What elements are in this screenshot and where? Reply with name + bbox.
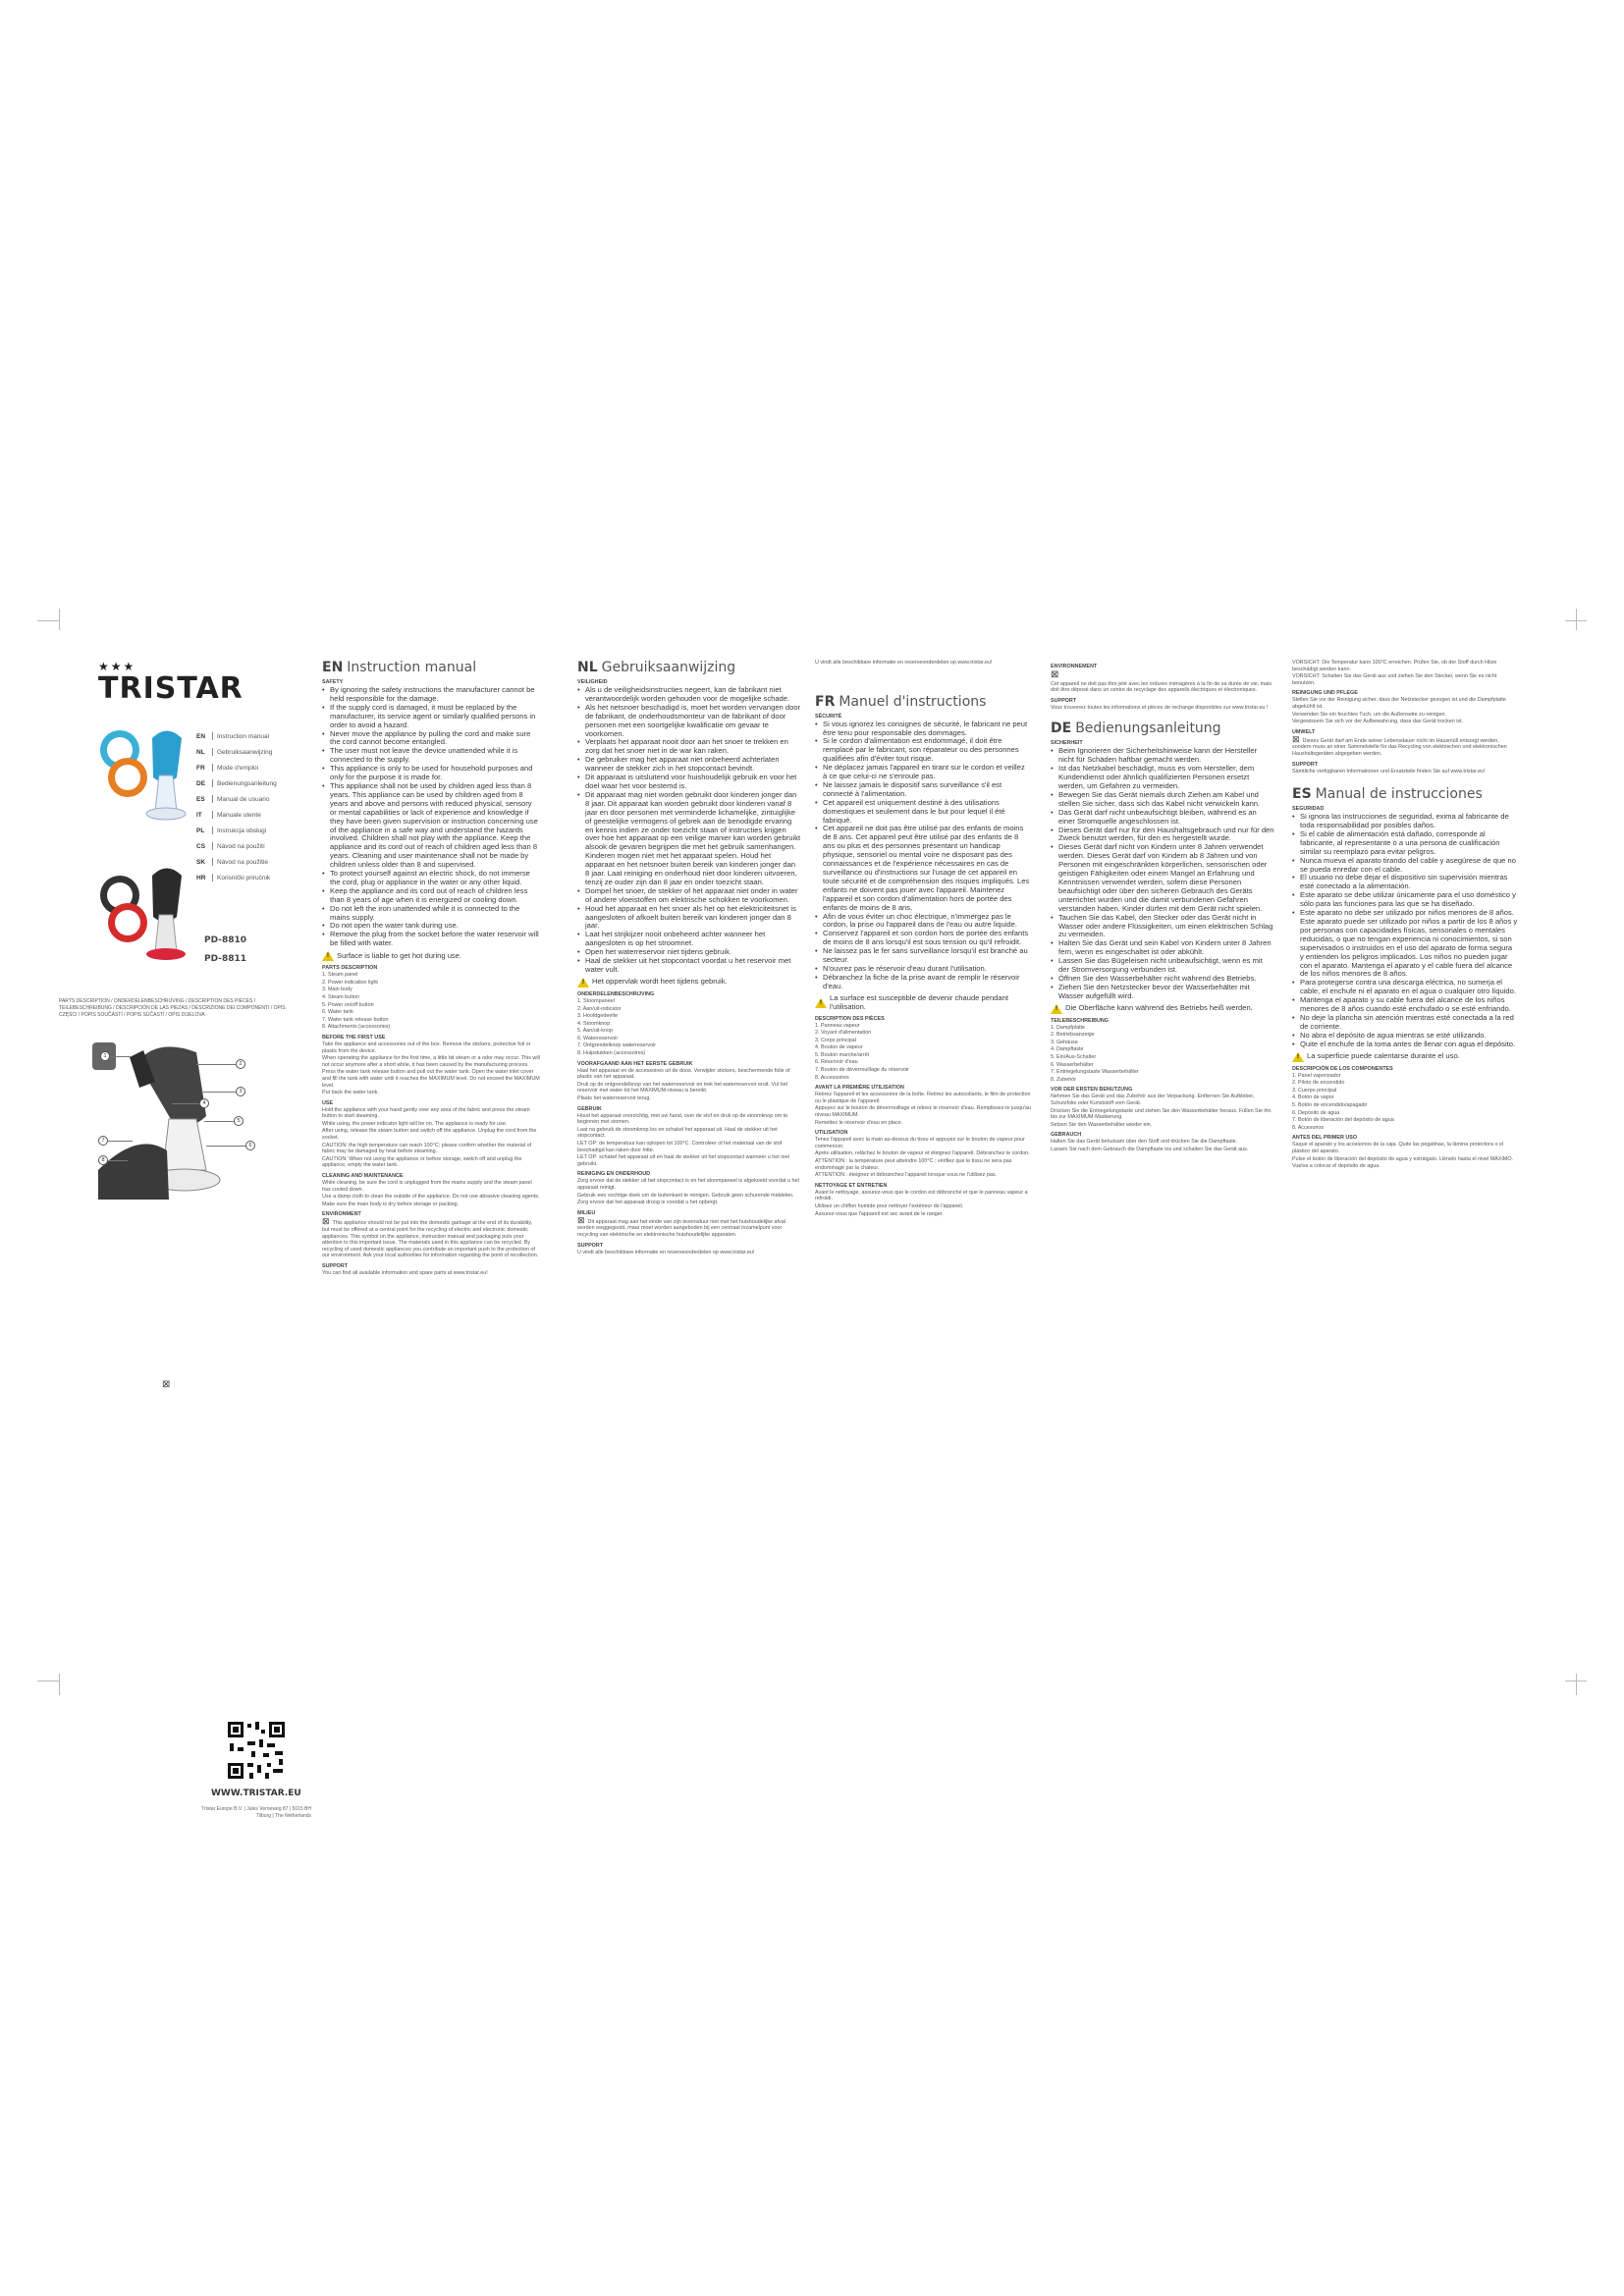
callout-3: 3 (236, 1087, 245, 1096)
language-label: Návod na použitie (217, 858, 269, 866)
language-label: Gebruiksaanwijzing (217, 748, 273, 756)
safety-item: • Este aparato no debe ser utilizado por niños menores de 8 años. Este aparato puede ser utilizado por niños a partir de los 8 años y por personas con capacidades físicas, sensoriales o mentales reducidas, o que no tengan experiencia ni conocimientos, si son supervisados o instruidos en el uso del aparato de forma segura y entienden los peligros implicados. Los niños no pueden jugar con el aparato. Mantenga el aparato y el cable fuera del alcance de los niños menores de 8 años. (1292, 909, 1518, 979)
safety-item: • Do not open the water tank during use. (322, 922, 540, 931)
safety-item: • Öffnen Sie den Wasserbehälter nicht während des Betriebs. (1051, 975, 1274, 984)
weee-bin-icon: ⊠ (1051, 669, 1059, 680)
safety-item: • Laat het strijkijzer nooit onbeheerd achter wanneer het aangesloten is op het stroomnet. (577, 931, 801, 948)
de-continuation: VORSICHT: Die Temperatur kann 100°C erreichen. Prüfen Sie, ob der Stoff durch Hitze beschädigt werden kann. VORSICHT: Schalten Sie das Gerät aus und ziehen Sie den Stecker, wenn Sie es nicht benutzen. REINIGUNG UND PFLEGE Stellen Sie vor der Reinigung sicher, dass der Netzstecker gezogen ist und die Dampfplatte abgekühlt ist. Verwenden Sie ein feuchtes Tuch, um die Außenseite zu reinigen. Vergewissern Sie sich vor der Aufbewahrung, dass das Gerät trocken ist. UMWELT ⊠ Dieses Gerät darf am Ende seiner Lebensdauer nicht im Hausmüll entsorgt werden, sondern muss an einer Sammelstelle für das Recycling von elektrischen und elektronischen Haushaltsgeräten abgegeben werden. SUPPORT Sämtliche verfügbaren Informationen und Ersatzteile finden Sie auf www.tristar.eu! (1292, 660, 1507, 774)
section-title-nl: NL Gebruiksaanwijzing (577, 660, 736, 675)
safety-heading: SAFETY (322, 679, 344, 685)
safety-item: • Haal de stekker uit het stopcontact voordat u het reservoir met water vult. (577, 957, 801, 975)
language-item (196, 775, 304, 791)
fr-continuation: ENVIRONNEMENT ⊠ Cet appareil ne doit pas être jeté avec les ordures ménagères à la fin de sa durée de vie, mais doit être déposé dans un centre de recyclage des appareils électriques et électroniques. SUPPORT Vous trouverez toutes les informations et pièces de rechange disponibles sur www.tristar.eu ! (1051, 664, 1274, 711)
safety-item: • Si el cable de alimentación está dañado, corresponde al fabricante, al representante o a una persona de cualificación similar su reemplazo para evitar peligros. (1292, 830, 1518, 857)
safety-item: • Bewegen Sie das Gerät niemals durch Ziehen am Kabel und stellen Sie sicher, dass sich das Kabel nicht verwickeln kann. (1051, 791, 1274, 809)
safety-heading: SEGURIDAD (1292, 806, 1325, 813)
weee-bin-icon: ⊠ (577, 1214, 585, 1225)
product-image-blue (98, 719, 196, 827)
safety-item: • Dit apparaat mag niet worden gebruikt door kinderen jonger dan 8 jaar. Dit apparaat kan worden gebruikt door kinderen vanaf 8 jaar en door personen met verminderde lichamelijke, zintuiglijke of geestelijke vermogens of gebrek aan de benodigde ervaring en kennis indien ze onder toezicht staan of instructies krijgen over hoe het apparaat op een veilige manier kan worden gebruikt alsook de gevaren begrijpen die met het gebruik samenhangen. Kinderen mogen niet met het apparaat spelen. Houd het apparaat en het netsnoer buiten bereik van kinderen jonger dan 8 jaar. Laat reiniging en onderhoud niet door kinderen uitvoeren, tenzij ze ouder zijn dan 8 jaar en onder toezicht staan. (577, 791, 801, 887)
column-en (322, 660, 540, 1641)
company-address: Tristar Europe B.V. | Jules Verneweg 87 | 5015 BH Tilburg | The Netherlands (201, 1806, 311, 1819)
language-code: ES (196, 795, 205, 803)
safety-item: • Conservez l'appareil et son cordon hors de portée des enfants de moins de 8 ans lorsqu'il est sous tension ou qu'il refroidit. (815, 930, 1031, 947)
parts-list: DESCRIPCIÓN DE LOS COMPONENTES 1. Panel vaporizador 2. Piloto de encendido 3. Cuerpo principal 4. Botón de vapor 5. Botón de encendido/apagado 6. Depósito de agua 7. Botón de liberación del depósito de agua 8. Accesorios ANTES DEL PRIMER USO Saque el aparato y los accesorios de la caja. Quite las pegatinas, la lámina protectora o el plástico del aparato. Pulse el botón de liberación del depósito de agua y extráigalo. Llénelo hasta el nivel MÁXIMO. Vuelva a colocar el depósito de agua. (1292, 1065, 1514, 1170)
callout-5: 5 (234, 1116, 244, 1126)
section-title-es: ES Manual de instrucciones (1292, 786, 1483, 803)
weee-bin-icon: ⊠ (1292, 733, 1300, 744)
brand-logo: TRISTAR (98, 671, 244, 706)
callout-7: 7 (98, 1136, 108, 1146)
safety-item: • Dieses Gerät darf nur für den Haushaltsgebrauch und nur für den Zweck benutzt werden, für den es hergestellt wurde. (1051, 827, 1274, 844)
safety-item: • Beim Ignorieren der Sicherheitshinweise kann der Hersteller nicht für Schäden haftbar gemacht werden. (1051, 747, 1274, 765)
language-item (196, 728, 304, 744)
section-title-fr: FR Manuel d'instructions (815, 693, 987, 710)
qr-code (226, 1720, 287, 1781)
language-label: Korisnički priručnik (217, 874, 271, 881)
hot-surface-warning: ! La surface est susceptible de devenir chaude pendant l'utilisation. (815, 994, 1031, 1012)
callout-8: 8 (98, 1155, 108, 1165)
parts-list: DESCRIPTION DES PIÈCES 1. Panneau vapeur 2. Voyant d'alimentation 3. Corps principal 4. Bouton de vapeur 5. Bouton marche/arrêt 6. Réservoir d'eau 7. Bouton de déverrouillage du réservoir 8. Accessoires AVANT LA PREMIÈRE UTILISATION Retirez l'appareil et les accessoires de la boîte. Retirez les autocollants, le film de protection ou le plastique de l'appareil. Appuyez sur le bouton de déverrouillage et retirez le réservoir d'eau. Remplissez-le jusqu'au niveau MAXIMUM. Remettez le réservoir d'eau en place. UTILISATION Tenez l'appareil avec la main au-dessus du tissu et appuyez sur le bouton de vapeur pour commencer. Après utilisation, relâchez le bouton de vapeur et éteignez l'appareil. Débranchez le cordon. ATTENTION : la température peut atteindre 100°C ; vérifiez que le tissu ne sera pas endommagé par la chaleur. ATTENTION : éteignez et débranchez l'appareil lorsque vous ne l'utilisez pas. NETTOYAGE ET ENTRETIEN Avant le nettoyage, assurez-vous que le cordon est débranché et que le panneau vapeur a refroidi. Utilisez un chiffon humide pour nettoyer l'extérieur de l'appareil. Assurez-vous que l'appareil est sec avant de le ranger. (815, 1015, 1031, 1217)
language-label: Manuale utente (217, 811, 261, 819)
language-code: CS (196, 842, 206, 850)
safety-item: • No abra el depósito de agua mientras se esté utilizando. (1292, 1032, 1518, 1041)
language-code: PL (196, 827, 205, 834)
safety-item: • Do not left the iron unattended while it is connected to the mains supply. (322, 905, 540, 923)
safety-item: • This appliance shall not be used by children aged less than 8 years. This appliance can be used by children aged from 8 years and above and persons with reduced physical, sensory or mental capabilities or lack of experience and knowledge if they have been given supervision or instruction concerning use of the appliance in a safe way and understand the hazards involved. Children shall not play with the appliance. Keep the appliance and its cord out of reach of children aged less than 8 years. Cleaning and user maintenance shall not be made by children unless older than 8 and supervised. (322, 782, 540, 870)
language-item (196, 807, 304, 823)
hot-surface-warning: ! Surface is liable to get hot during use. (322, 951, 540, 961)
language-item (196, 854, 304, 870)
language-label: Návod na použití (217, 842, 265, 850)
safety-item: • Ziehen Sie den Netzstecker bevor der Wasserbehälter mit Wasser aufgefüllt wird. (1051, 984, 1274, 1001)
section-title-de: DE Bedienungsanleitung (1051, 721, 1221, 737)
safety-item: • Dieses Gerät darf nicht von Kindern unter 8 Jahren verwendet werden. Dieses Gerät darf von Kindern ab 8 Jahren und von Personen mit eingeschränkten körperlichen, sensorischen oder geistigen Fähigkeiten oder einem Mangel an Erfahrung und Kenntnissen verwendet werden, sofern diese Personen beaufsichtigt oder über den sicheren Gebrauch des Geräts unterrichtet wurden und die damit verbundenen Gefahren verstanden haben. Kinder dürfen mit dem Gerät nicht spielen. (1051, 843, 1274, 913)
safety-item: • This appliance is only to be used for household purposes and only for the purpose it is made for. (322, 765, 540, 782)
manual-sheet (59, 660, 1571, 1819)
language-label: Bedienungsanleitung (217, 779, 277, 787)
section-title-en: EN Instruction manual (322, 660, 477, 675)
language-code: NL (196, 748, 205, 756)
callout-2: 2 (236, 1059, 245, 1069)
safety-item: • El usuario no debe dejar el dispositivo sin supervisión mientras esté conectado a la alimentación. (1292, 874, 1518, 891)
safety-item: • Cet appareil est uniquement destiné à des utilisations domestiques et seulement dans le but pour lequel il été fabriqué. (815, 799, 1031, 826)
crop-mark (1576, 1674, 1577, 1695)
website-url: WWW.TRISTAR.EU (211, 1789, 301, 1798)
hot-surface-warning: ! Het oppervlak wordt heet tijdens gebruik. (577, 978, 801, 988)
weee-bin-icon: ⊠ (162, 1379, 171, 1390)
safety-item: • Quite el enchufe de la toma antes de llenar con agua el depósito. (1292, 1041, 1518, 1049)
callout-1: 1 (100, 1051, 110, 1061)
safety-item: • Das Gerät darf nicht unbeaufsichtigt bleiben, während es an einer Stromquelle angeschlossen ist. (1051, 809, 1274, 827)
crop-mark (59, 1674, 60, 1695)
language-label: Instruction manual (217, 732, 270, 740)
language-label: Mode d'emploi (217, 764, 259, 772)
safety-item: • Ne déplacez jamais l'appareil en tirant sur le cordon et veillez à ce que celui-ci ne s'enroule pas. (815, 764, 1031, 781)
hot-surface-warning: ! La superficie puede calentarse durante el uso. (1292, 1052, 1518, 1062)
language-code: NL (577, 660, 598, 675)
language-code: HR (196, 874, 206, 881)
safety-item: • Ist das Netzkabel beschädigt, muss es vom Hersteller, dem Kundendienst oder ähnlich qualifizierten Personen ersetzt werden, um Gefahren zu vermeiden. (1051, 765, 1274, 791)
safety-item: • Never move the appliance by pulling the cord and make sure the cord cannot become entangled. (322, 730, 540, 748)
safety-heading: SÉCURITÉ (815, 713, 842, 720)
safety-item: • Nunca mueva el aparato tirando del cable y asegúrese de que no se pueda enredar con el cable. (1292, 857, 1518, 875)
language-item (196, 744, 304, 760)
callout-6: 6 (245, 1141, 255, 1150)
language-code: EN (196, 732, 206, 740)
language-code: ES (1292, 786, 1312, 803)
safety-item: • N'ouvrez pas le réservoir d'eau durant l'utilisation. (815, 965, 1031, 974)
safety-item: • Dompel het snoer, de stekker of het apparaat niet onder in water of andere vloeistoffen om elektrische schokken te voorkomen. (577, 887, 801, 905)
brand-stars: ★★★ (98, 660, 136, 673)
safety-item: • De gebruiker mag het apparaat niet onbeheerd achterlaten wanneer de stekker zich in het stopcontact bevindt. (577, 756, 801, 774)
model-code: PD-8811 (204, 954, 247, 964)
safety-item: • Ne laissez jamais le dispositif sans surveillance s'il est connecté à l'alimentation. (815, 781, 1031, 799)
language-item (196, 791, 304, 807)
safety-item: • Verplaats het apparaat nooit door aan het snoer te trekken en zorg dat het snoer niet in de war kan raken. (577, 738, 801, 756)
column-de (1051, 660, 1274, 1641)
language-code: FR (196, 764, 205, 772)
safety-item: • Tauchen Sie das Kabel, den Stecker oder das Gerät nicht in Wasser oder andere Flüssigkeiten, um einen elektrischen Schlag zu vermeiden. (1051, 914, 1274, 940)
safety-item: • Halten Sie das Gerät und sein Kabel von Kindern unter 8 Jahren fern, wenn es eingeschaltet ist oder abkühlt. (1051, 939, 1274, 957)
safety-item: • Afin de vous éviter un choc électrique, n'immergez pas le cordon, la prise ou l'appareil dans de l'eau ou autre liquide. (815, 913, 1031, 931)
hot-surface-warning: ! Die Oberfläche kann während des Betriebs heiß werden. (1051, 1004, 1274, 1014)
warning-icon (815, 998, 827, 1008)
nl-continuation: U vindt alle beschikbare informatie en reserveonderdelen op www.tristar.eu! (815, 660, 993, 666)
language-item (196, 823, 304, 838)
language-label: Manual de usuario (217, 795, 270, 803)
safety-heading: VEILIGHEID (577, 679, 608, 685)
parts-list: PARTS DESCRIPTION 1. Steam panel 2. Power indication light 3. Main body 4. Steam button 5. Power on/off button 6. Water tank 7. Water tank release button 8. Attachments (accessories) BEFORE THE FIRST USE Take the appliance and accessories out of the box. Remove the stickers, protective foil or plastic from the device. When operating the appliance for the first time, a little bit steam or a odor may occur. This will not occur anymore after a short while, it has been caused by the manufacturing process. Press the water tank release button and pull out the water tank. Open the water inlet cover and fill the tank with water until it reaches the MAXIMUM level. Do not exceed the MAXIMUM level. Put back the water tank. USE Hold the appliance with your hand gently over any area of the fabric and press the steam button to start steaming. While using, the power indicator light will be on. The appliance is ready for use. After using, release the steam button and switch off the appliance. Unplug the cord from the socket. CAUTION: the high temperature can reach 100°C; please confirm whether the material of fabric may be damaged by heat before steaming. CAUTION: When not using the appliance or before storage, switch off and unplug the appliance, empty the water tank. CLEANING AND MAINTENANCE While cleaning, be sure the cord is unplugged from the mains supply and the steam panel has cooled down. Use a damp cloth to clean the outside of the appliance. Do not use abrasive cleaning agents. Make sure the main body is dry before storage or packing. ENVIRONMENT ⊠ This appliance should not be put into the domestic garbage at the end of its durability, but must be offered at a central point for the recycling of electric and electronic domestic appliances. This symbol on the appliance, instruction manual and packaging puts your attention to this important issue. The materials used in this appliance can be recycled. By recycling of used domestic appliances you contribute an important push to the protection of our environment. Ask your local authorities for information regarding the point of recollection. SUPPORT You can find all available information and spare parts at www.tristar.eu! (322, 965, 540, 1276)
safety-item: • To protect yourself against an electric shock, do not immerse the cord, plug or appliance in the water or any other liquid. (322, 870, 540, 887)
language-code: SK (196, 858, 206, 866)
warning-icon (1292, 1052, 1304, 1062)
safety-item: • If the supply cord is damaged, it must be replaced by the manufacturer, its service agent or similarly qualified persons in order to avoid a hazard. (322, 704, 540, 730)
safety-item: • Als het netsnoer beschadigd is, moet het worden vervangen door de fabrikant, de onderhoudsmonteur van de fabrikant of door personen met een soortgelijke kwalificatie om gevaar te voorkomen. (577, 704, 801, 739)
product-image-red (98, 856, 196, 969)
warning-icon (1051, 1004, 1062, 1014)
safety-item: • Débranchez la fiche de la prise avant de remplir le réservoir d'eau. (815, 974, 1031, 991)
safety-item: • Lassen Sie das Bügeleisen nicht unbeaufsichtigt, wenn es mit der Stromversorgung verbunden ist. (1051, 957, 1274, 975)
warning-icon (577, 978, 589, 988)
parts-list: TEILEBESCHREIBUNG 1. Dampfplatte 2. Betriebsanzeige 3. Gehäuse 4. Dampftaste 5. Ein/Aus-Schalter 6. Wasserbehälter 7. Entriegelungstaste Wasserbehälter 8. Zubehör VOR DER ERSTEN BENUTZUNG Nehmen Sie das Gerät und das Zubehör aus der Verpackung. Entfernen Sie Aufkleber, Schutzfolie oder Kunststoff vom Gerät. Drücken Sie die Entriegelungstaste und ziehen Sie den Wasserbehälter heraus. Füllen Sie ihn bis zur MAXIMUM-Markierung. Setzen Sie den Wasserbehälter wieder ein. GEBRAUCH Halten Sie das Gerät behutsam über den Stoff und drücken Sie die Dampftaste. Lassen Sie nach dem Gebrauch die Dampftaste los und schalten Sie das Gerät aus. (1051, 1017, 1272, 1152)
safety-item: • Si vous ignorez les consignes de sécurité, le fabricant ne peut être tenu pour responsable des dommages. (815, 721, 1031, 738)
language-code: EN (322, 660, 344, 675)
safety-item: • Houd het apparaat en het snoer als het op het elektriciteitsnet is aangesloten of afkoelt buiten bereik van kinderen jonger dan 8 jaar. (577, 905, 801, 932)
crop-mark (1576, 609, 1577, 630)
safety-item: • Open het waterreservoir niet tijdens gebruik. (577, 948, 801, 957)
column-nl (577, 660, 801, 1641)
safety-item: • Si ignora las instrucciones de seguridad, exima al fabricante de toda responsabilidad por posibles daños. (1292, 813, 1518, 830)
safety-item: • Dit apparaat is uitsluitend voor huishoudelijk gebruik en voor het doel waar het voor bestemd is. (577, 774, 801, 791)
language-code: DE (1051, 721, 1072, 737)
crop-mark (37, 620, 59, 621)
callout-4: 4 (199, 1098, 209, 1108)
parts-diagram (79, 1023, 304, 1219)
parts-list: ONDERDELENBESCHRIJVING 1. Stoompaneel 2. Aan/uit-indicator 3. Hoofdgedeelte 4. Stoomknop 5. Aan/uit-knop 6. Waterreservoir 7. Ontgrendelknop waterreservoir 8. Hulpstukken (accessoires) VOORAFGAAND AAN HET EERSTE GEBRUIK Haal het apparaat en de accessoires uit de doos. Verwijder stickers, beschermende folie of plastic van het apparaat. Druk op de ontgrendelknop van het waterreservoir en trek het waterreservoir eruit. Vul het reservoir met water tot het MAXIMUM-niveau is bereikt. Plaats het waterreservoir terug. GEBRUIK Houd het apparaat voorzichtig, met uw hand, over de stof en druk op de stoomknop om te beginnen met stomen. Laat na gebruik de stoomknop los en schakel het apparaat uit. Haal de stekker uit het stopcontact. LET OP: de temperatuur kan oplopen tot 100°C. Controleer of het materiaal van de stof beschadigd kan raken door hitte. LET OP: schakel het apparaat uit en haal de stekker uit het stopcontact wanneer u het niet gebruikt. REINIGING EN ONDERHOUD Zorg ervoor dat de stekker uit het stopcontact is en het stoompaneel is afgekoeld voordat u het apparaat reinigt. Gebruik een vochtige doek om de buitenkant te reinigen. Gebruik geen schurende middelen. Zorg ervoor dat het apparaat droog is voordat u het opbergt. MILIEU ⊠ Dit apparaat mag aan het einde van zijn levensduur niet met het huishoudelijke afval worden weggegooid, maar moet worden aangeboden bij een centraal inzamelpunt voor recycling van elektrische en elektronische huishoudelijke apparaten. SUPPORT U vindt alle beschikbare informatie en reserveonderdelen op www.tristar.eu! (577, 990, 799, 1255)
weee-bin-icon: ⊠ (322, 1216, 330, 1227)
language-label: Instrukcja obsługi (217, 827, 267, 834)
safety-item: • Para protegerse contra una descarga eléctrica, no sumerja el cable, el enchufe ni el aparato en el agua o cualquier otro líquido. (1292, 979, 1518, 996)
warning-icon (322, 951, 334, 961)
language-item (196, 870, 304, 885)
column-es (1292, 660, 1518, 1641)
model-code: PD-8810 (204, 935, 247, 945)
cover-panel (59, 660, 311, 1819)
safety-item: • The user must not leave the device unattended while it is connected to the supply. (322, 747, 540, 765)
language-code: DE (196, 779, 206, 787)
safety-item: • Als u de veiligheidsinstructies negeert, kan de fabrikant niet verantwoordelijk worden gehouden voor de mogelijke schade. (577, 686, 801, 704)
language-list (196, 728, 304, 885)
language-code: IT (196, 811, 202, 819)
safety-item: • Remove the plug from the socket before the water reservoir will be filled with water. (322, 931, 540, 948)
column-fr (815, 660, 1031, 1641)
safety-item: • Este aparato se debe utilizar únicamente para el uso doméstico y sólo para las funciones para las que se ha diseñado. (1292, 891, 1518, 909)
crop-mark (59, 609, 60, 630)
language-item (196, 760, 304, 775)
safety-item: • Mantenga el aparato y su cable fuera del alcance de los niños menores de 8 años cuando esté enchufado o se esté enfriando. (1292, 996, 1518, 1014)
language-code: FR (815, 693, 836, 710)
safety-item: • Si le cordon d'alimentation est endommagé, il doit être remplacé par le fabricant, son réparateur ou des personnes qualifiées afin d'éviter tout risque. (815, 737, 1031, 764)
safety-item: • By ignoring the safety instructions the manufacturer cannot be held responsible for the damage. (322, 686, 540, 704)
safety-item: • Cet appareil ne doit pas être utilisé par des enfants de moins de 8 ans. Cet appareil peut être utilisé par des enfants de 8 ans ou plus et des personnes présentant un handicap physique, sensoriel ou mental voire ne disposant pas des connaissances et de l'expérience nécessaires en cas de surveillance ou d'instructions sur l'usage de cet appareil en toute sécurité et de compréhension des risques impliqués. Les enfants ne doivent pas jouer avec l'appareil. Maintenez l'appareil et son cordon d'alimentation hors de portée des enfants de moins de 8 ans. (815, 825, 1031, 912)
safety-item: • Ne laissez pas le fer sans surveillance lorsqu'il est branché au secteur. (815, 947, 1031, 965)
safety-item: • Keep the appliance and its cord out of reach of children less than 8 years of age when it is energized or cooling down. (322, 887, 540, 905)
crop-mark (37, 1681, 59, 1682)
parts-caption: PARTS DESCRIPTION / ONDERDELENBESCHRIJVING / DESCRIPTION DES PIÈCES / TEILEBESCHREIBUNG / DESCRIPCIÓN DE LAS PIEZAS / DESCRIZIONE DEI COMPONENTI / OPIS CZĘŚCI / POPIS SOUČÁSTÍ / POPIS SÚČASTÍ / OPIS DIJELOVA (59, 998, 286, 1018)
safety-heading: SICHERHEIT (1051, 740, 1083, 747)
language-item (196, 838, 304, 854)
safety-item: • No deje la plancha sin atención mientras esté conectada a la red de corriente. (1292, 1014, 1518, 1032)
